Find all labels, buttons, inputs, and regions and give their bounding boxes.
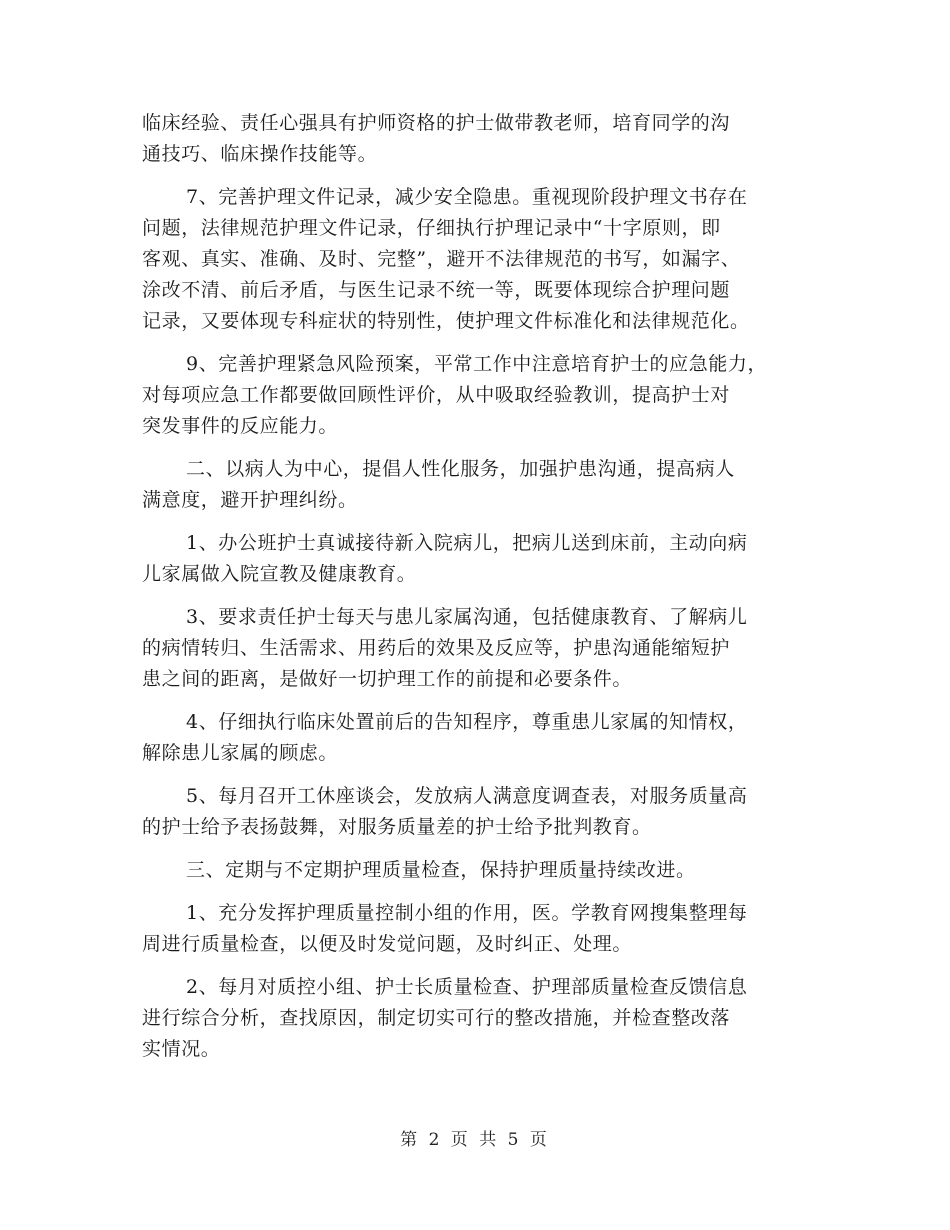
document-body — [142, 108, 822, 1077]
text-line: 问题，法律规范护理文件记录，仔细执行护理记录中“十字原则，即 — [142, 217, 721, 239]
text-line: 周进行质量检查，以便及时发觉问题，及时纠正、处理。 — [142, 933, 633, 955]
paragraph — [142, 781, 822, 843]
text-line: 对每项应急工作都要做回顾性评价，从中吸取经验教训，提高护士对 — [142, 384, 731, 406]
text-line: 3、要求责任护士每天与患儿家属沟通，包括健康教育、了解病儿 — [186, 606, 748, 628]
text-line: 1、办公班护士真诚接待新入院病儿，把病儿送到床前，主动向病 — [186, 532, 748, 554]
text-line: 记录，又要体现专科症状的特别性，使护理文件标准化和法律规范化。 — [142, 310, 750, 332]
text-line: 1、充分发挥护理质量控制小组的作用，医。学教育网搜集整理每 — [186, 902, 748, 924]
text-line: 的病情转归、生活需求、用药后的效果及反应等，护患沟通能缩短护 — [142, 637, 731, 659]
text-line: 突发事件的反应能力。 — [142, 415, 339, 437]
paragraph — [142, 182, 822, 337]
text-line: 解除患儿家属的顾虑。 — [142, 742, 339, 764]
text-line: 二、以病人为中心，提倡人性化服务，加强护患沟通，提高病人 — [186, 458, 735, 480]
text-line: 患之间的距离，是做好一切护理工作的前提和必要条件。 — [142, 668, 633, 690]
paragraph — [142, 972, 822, 1065]
text-line: 4、仔细执行临床处置前后的告知程序，尊重患儿家属的知情权， — [186, 711, 748, 733]
text-line: 2、每月对质控小组、护士长质量检查、护理部质量检查反馈信息 — [186, 976, 748, 998]
page-footer: 第 2 页 共 5 页 — [400, 1130, 550, 1150]
paragraph — [142, 108, 822, 170]
text-line: 涂改不清、前后矛盾，与医生记录不统一等，既要体现综合护理问题 — [142, 279, 731, 301]
text-line: 通技巧、临床操作技能等。 — [142, 143, 378, 165]
paragraph — [142, 349, 822, 442]
text-line: 客观、真实、准确、及时、完整”，避开不法律规范的书写，如漏字、 — [142, 248, 741, 270]
text-line: 三、定期与不定期护理质量检查，保持护理质量持续改进。 — [186, 859, 696, 881]
text-line: 7、完善护理文件记录，减少安全隐患。重视现阶段护理文书存在 — [186, 186, 748, 208]
text-line: 9、完善护理紧急风险预案，平常工作中注意培育护士的应急能力， — [186, 353, 768, 375]
text-line: 的护士给予表扬鼓舞，对服务质量差的护士给予批判教育。 — [142, 816, 652, 838]
text-line: 实情况。 — [142, 1038, 221, 1060]
paragraph — [142, 454, 822, 516]
paragraph — [142, 898, 822, 960]
text-line: 临床经验、责任心强具有护师资格的护士做带教老师，培育同学的沟 — [142, 112, 731, 134]
paragraph — [142, 528, 822, 590]
paragraph — [142, 602, 822, 695]
text-line: 进行综合分析，查找原因，制定切实可行的整改措施，并检查整改落 — [142, 1007, 731, 1029]
paragraph — [142, 707, 822, 769]
paragraph — [142, 855, 822, 886]
text-line: 儿家属做入院宣教及健康教育。 — [142, 563, 417, 585]
text-line: 5、每月召开工休座谈会，发放病人满意度调查表，对服务质量高 — [186, 785, 748, 807]
text-line: 满意度，避开护理纠纷。 — [142, 489, 358, 511]
